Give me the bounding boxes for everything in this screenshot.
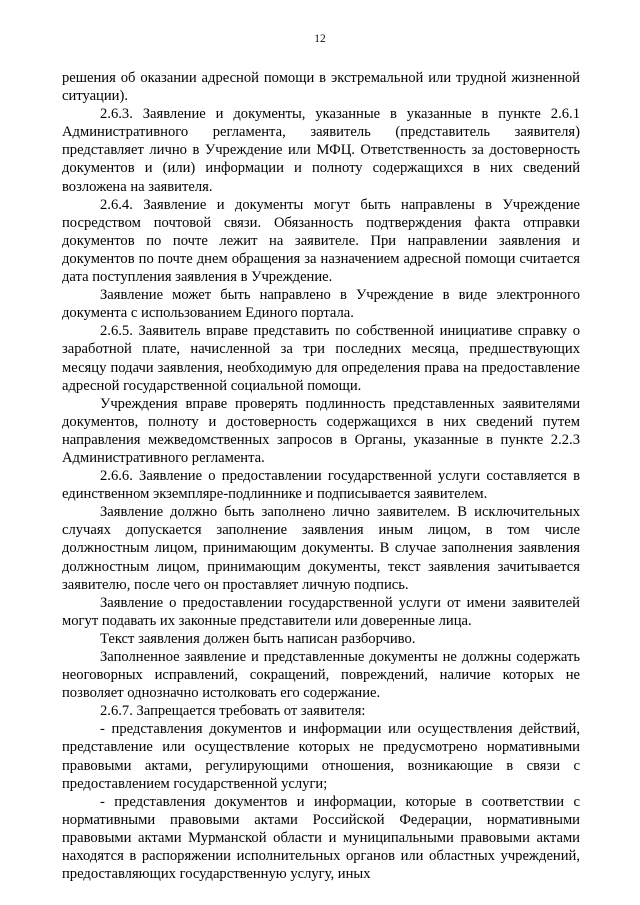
paragraph-2-6-3: 2.6.3. Заявление и документы, указанные в указанные в пункте 2.6.1 Административного регламента, заявитель (представитель заявителя) представляет лично в Учреждение или МФЦ. Ответственность за достоверность документов и (или) информации и полноту содержащихся в них сведений возложена на заявителя.: [62, 106, 580, 195]
paragraph-2-6-7: 2.6.7. Запрещается требовать от заявителя:: [100, 703, 366, 720]
list-item-prohibition-2: - представления документов и информации, которые в соответствии с нормативными правовыми актами Российской Федерации, нормативными правовыми актами Мурманской области и муниципальными правовыми актами находятся в распоряжении исполнительных органов или областных учреждений, предоставляющих государственную услугу, иных: [62, 793, 580, 883]
paragraph-legibility: Текст заявления должен быть написан разборчиво.: [100, 630, 416, 647]
paragraph-filling-rules: Заявление должно быть заполнено лично заявителем. В исключительных случаях допускается заполнение заявления иным лицом, в том числе должностным лицом, принимающим документы. В случае заполнения заявления должностным лицом, принимающим документы, текст заявления зачитывается заявителю, после чего он проставляет личную подпись.: [62, 504, 580, 593]
paragraph-representatives: Заявление о предоставлении государственной услуги от имени заявителей могут подавать их законные представители или доверенные лица.: [62, 594, 580, 629]
page-number: 12: [314, 33, 326, 45]
document-body: [62, 69, 580, 883]
paragraph-verification: Учреждения вправе проверять подлинность представленных заявителями документов, полноту и достоверность содержащихся в них сведений путем направления межведомственных запросов в Органы, указанные в пункте 2.2.3 Административного регламента.: [62, 395, 580, 466]
paragraph-corrections: Заполненное заявление и представленные документы не должны содержать неоговорных исправлений, сокращений, повреждений, наличие которых не позволяет однозначно истолковать его содержание.: [62, 649, 580, 702]
paragraph-2-6-6: 2.6.6. Заявление о предоставлении государственной услуги составляется в единственном экземпляре-подлиннике и подписывается заявителем.: [62, 468, 580, 503]
paragraph-2-6-4: 2.6.4. Заявление и документы могут быть направлены в Учреждение посредством почтовой связи. Обязанность подтверждения факта отправки документов по почте лежит на заявителе. При направлении заявления и документов по почте днем обращения за назначением адресной помощи считается дата поступления заявления в Учреждение.: [62, 196, 580, 286]
paragraph-continuation: решения об оказании адресной помощи в экстремальной или трудной жизненной ситуации).: [62, 70, 580, 105]
paragraph-2-6-5: 2.6.5. Заявитель вправе представить по собственной инициативе справку о заработной плате, начисленной за три последних месяца, предшествующих месяцу подачи заявления, необходимую для определения права на предоставление адресной государственной социальной помощи.: [62, 323, 580, 394]
paragraph-electronic-submission: Заявление может быть направлено в Учреждение в виде электронного документа с использованием Единого портала.: [62, 287, 580, 322]
list-item-prohibition-1: - представления документов и информации или осуществления действий, представление или осуществление которых не предусмотрено нормативными правовыми актами, регулирующими отношения, возникающие в связи с предоставлением государственной услуги;: [62, 721, 580, 792]
